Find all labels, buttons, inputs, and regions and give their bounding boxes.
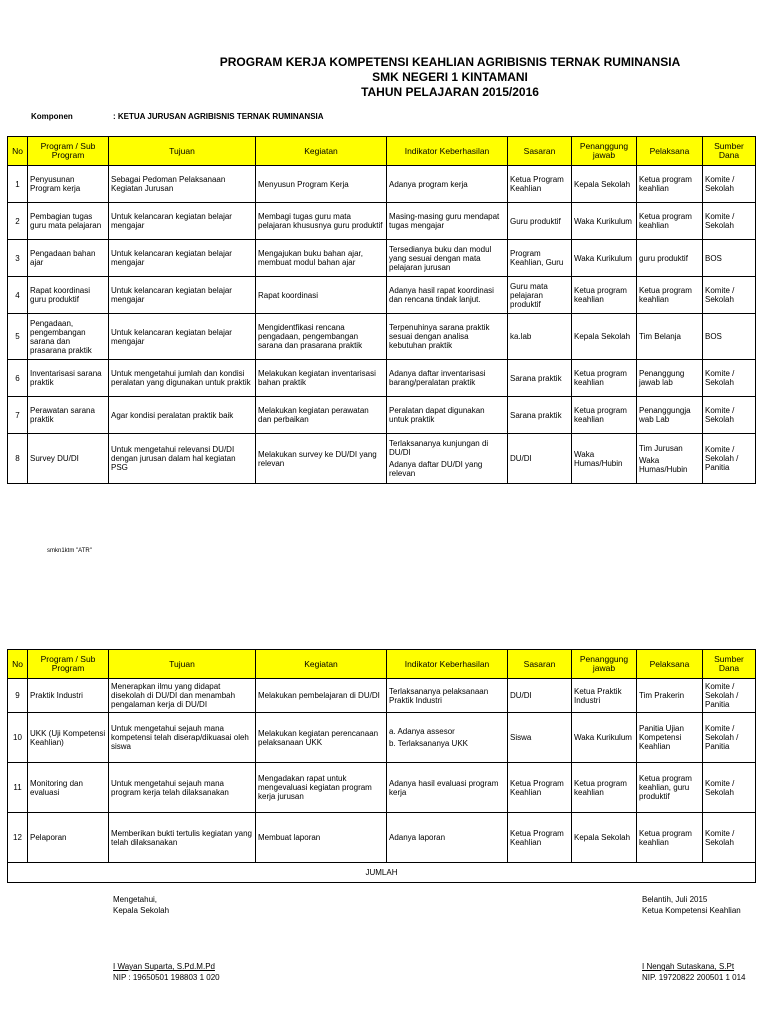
cell-indikator: Masing-masing guru mendapat tugas mengajar bbox=[387, 203, 508, 240]
cell-kegiatan: Mengidentfikasi rencana pengadaan, pengembangan sarana dan prasarana praktik bbox=[256, 314, 387, 360]
signature-right-name: I Nengah Sutaskana, S.Pt bbox=[642, 962, 735, 971]
column-header: Program / Sub Program bbox=[28, 650, 109, 679]
cell-indikator: Terlaksananya pelaksanaan Praktik Industri bbox=[387, 679, 508, 713]
cell-pelaksana: Penanggung jawab lab bbox=[637, 360, 703, 397]
column-header: Kegiatan bbox=[256, 137, 387, 166]
cell-kegiatan: Mengajukan buku bahan ajar, membuat modul bahan ajar bbox=[256, 240, 387, 277]
table-row bbox=[8, 434, 756, 484]
cell-indikator: Adanya program kerja bbox=[387, 166, 508, 203]
column-header: Penanggung jawab bbox=[572, 137, 637, 166]
doc-title-line-1: PROGRAM KERJA KOMPETENSI KEAHLIAN AGRIBISNIS TERNAK RUMINANSIA bbox=[219, 55, 681, 69]
cell-sumber-dana: BOS bbox=[703, 240, 756, 277]
cell-program: Monitoring dan evaluasi bbox=[28, 763, 109, 813]
column-header: Sasaran bbox=[508, 650, 572, 679]
cell-pelaksana: Ketua program keahlian bbox=[637, 277, 703, 314]
cell-penanggung-jawab: Kepala Sekolah bbox=[572, 314, 637, 360]
cell-pelaksana: Ketua program keahlian bbox=[637, 813, 703, 863]
cell-pelaksana-line: Tim Jurusan bbox=[639, 443, 683, 453]
column-header: Pelaksana bbox=[637, 137, 703, 166]
cell-tujuan: Untuk mengetahui sejauh mana kompetensi telah diserap/dikuasai oleh siswa bbox=[109, 713, 256, 763]
cell-no: 3 bbox=[8, 240, 28, 277]
signature-left-greeting: Mengetahui, bbox=[113, 895, 158, 904]
cell-sasaran: Program Keahlian, Guru bbox=[508, 240, 572, 277]
signature-right-role: Ketua Kompetensi Keahlian bbox=[642, 906, 741, 915]
cell-pelaksana: guru produktif bbox=[637, 240, 703, 277]
table-header-row bbox=[8, 650, 756, 679]
cell-pelaksana: Ketua program keahlian, guru produktif bbox=[637, 763, 703, 813]
cell-program: Perawatan sarana praktik bbox=[28, 397, 109, 434]
cell-pelaksana: Panitia Ujian Kompetensi Keahlian bbox=[637, 713, 703, 763]
cell-kegiatan: Menyusun Program Kerja bbox=[256, 166, 387, 203]
cell-sumber-dana: Komite / Sekolah bbox=[703, 203, 756, 240]
column-header: Kegiatan bbox=[256, 650, 387, 679]
column-header: Indikator Keberhasilan bbox=[387, 650, 508, 679]
table-row bbox=[8, 314, 756, 360]
cell-tujuan: Agar kondisi peralatan praktik baik bbox=[109, 397, 256, 434]
komponen-label: Komponen bbox=[31, 112, 73, 121]
cell-program: Pembagian tugas guru mata pelajaran bbox=[28, 203, 109, 240]
cell-no: 9 bbox=[8, 679, 28, 713]
cell-indikator bbox=[387, 713, 508, 763]
cell-pelaksana: Penanggungja wab Lab bbox=[637, 397, 703, 434]
signature-left-name-block bbox=[113, 961, 220, 983]
cell-tujuan: Sebagai Pedoman Pelaksanaan Kegiatan Jurusan bbox=[109, 166, 256, 203]
cell-sumber-dana: Komite / Sekolah / Panitia bbox=[703, 434, 756, 484]
cell-kegiatan: Membuat laporan bbox=[256, 813, 387, 863]
cell-sasaran: Siswa bbox=[508, 713, 572, 763]
cell-sasaran: ka.lab bbox=[508, 314, 572, 360]
signature-right-place-date: Belantih, Juli 2015 bbox=[642, 895, 708, 904]
column-header: Sumber Dana bbox=[703, 137, 756, 166]
cell-penanggung-jawab: Kepala Sekolah bbox=[572, 166, 637, 203]
cell-sumber-dana: Komite / Sekolah bbox=[703, 397, 756, 434]
cell-penanggung-jawab: Ketua program keahlian bbox=[572, 277, 637, 314]
cell-no: 8 bbox=[8, 434, 28, 484]
cell-kegiatan: Mengadakan rapat untuk mengevaluasi kegiatan program kerja jurusan bbox=[256, 763, 387, 813]
cell-sumber-dana: Komite / Sekolah bbox=[703, 166, 756, 203]
cell-sasaran: Guru produktif bbox=[508, 203, 572, 240]
cell-sumber-dana: Komite / Sekolah bbox=[703, 360, 756, 397]
cell-penanggung-jawab: Waka Kurikulum bbox=[572, 713, 637, 763]
cell-penanggung-jawab: Kepala Sekolah bbox=[572, 813, 637, 863]
column-header: Pelaksana bbox=[637, 650, 703, 679]
table-header-row bbox=[8, 137, 756, 166]
cell-kegiatan: Melakukan survey ke DU/DI yang relevan bbox=[256, 434, 387, 484]
column-header: Tujuan bbox=[109, 650, 256, 679]
cell-sumber-dana: Komite / Sekolah bbox=[703, 277, 756, 314]
cell-kegiatan: Melakukan kegiatan inventarisasi bahan praktik bbox=[256, 360, 387, 397]
cell-no: 6 bbox=[8, 360, 28, 397]
cell-indikator-line: Adanya daftar DU/DI yang relevan bbox=[389, 460, 483, 478]
cell-pelaksana: Tim Belanja bbox=[637, 314, 703, 360]
cell-indikator: Adanya hasil evaluasi program kerja bbox=[387, 763, 508, 813]
komponen-value: : KETUA JURUSAN AGRIBISNIS TERNAK RUMINANSIA bbox=[113, 112, 324, 121]
column-header: No bbox=[8, 650, 28, 679]
column-header: Penanggung jawab bbox=[572, 650, 637, 679]
cell-indikator bbox=[387, 434, 508, 484]
cell-tujuan: Menerapkan ilmu yang didapat disekolah di DU/DI dan menambah pengalaman kerja di DU/DI bbox=[109, 679, 256, 713]
cell-pelaksana: Tim Prakerin bbox=[637, 679, 703, 713]
table-row bbox=[8, 277, 756, 314]
cell-sasaran: Guru mata pelajaran produktif bbox=[508, 277, 572, 314]
cell-sumber-dana: Komite / Sekolah / Panitia bbox=[703, 679, 756, 713]
cell-indikator: Adanya laporan bbox=[387, 813, 508, 863]
cell-pelaksana bbox=[637, 434, 703, 484]
signature-left-nip: NIP : 19650501 198803 1 020 bbox=[113, 973, 220, 982]
cell-tujuan: Untuk kelancaran kegiatan belajar mengajar bbox=[109, 203, 256, 240]
signature-left-role: Kepala Sekolah bbox=[113, 906, 170, 915]
cell-kegiatan: Melakukan kegiatan perawatan dan perbaikan bbox=[256, 397, 387, 434]
table-row bbox=[8, 166, 756, 203]
jumlah-label: JUMLAH bbox=[8, 863, 756, 883]
cell-tujuan: Untuk kelancaran kegiatan belajar mengajar bbox=[109, 240, 256, 277]
cell-sasaran: Sarana praktik bbox=[508, 397, 572, 434]
footnote: smkn1ktm "ATR" bbox=[47, 548, 92, 554]
table-row bbox=[8, 679, 756, 713]
cell-penanggung-jawab: Ketua Praktik Industri bbox=[572, 679, 637, 713]
cell-kegiatan: Melakukan kegiatan perencanaan pelaksanaan UKK bbox=[256, 713, 387, 763]
cell-penanggung-jawab: Ketua program keahlian bbox=[572, 397, 637, 434]
cell-no: 2 bbox=[8, 203, 28, 240]
cell-kegiatan: Membagi tugas guru mata pelajaran khususnya guru produktif bbox=[256, 203, 387, 240]
cell-no: 4 bbox=[8, 277, 28, 314]
cell-no: 12 bbox=[8, 813, 28, 863]
table-row bbox=[8, 713, 756, 763]
program-table-2 bbox=[7, 649, 756, 883]
cell-no: 1 bbox=[8, 166, 28, 203]
signature-right-name-block bbox=[642, 961, 746, 983]
cell-penanggung-jawab: Ketua program keahlian bbox=[572, 360, 637, 397]
cell-indikator: Tersedianya buku dan modul yang sesuai dengan mata pelajaran jurusan bbox=[387, 240, 508, 277]
cell-indikator-line: a. Adanya assesor bbox=[389, 727, 455, 736]
column-header: Tujuan bbox=[109, 137, 256, 166]
cell-program: Praktik Industri bbox=[28, 679, 109, 713]
cell-sasaran: Ketua Program Keahlian bbox=[508, 763, 572, 813]
cell-program: Survey DU/DI bbox=[28, 434, 109, 484]
column-header: Sasaran bbox=[508, 137, 572, 166]
cell-penanggung-jawab: Waka Kurikulum bbox=[572, 203, 637, 240]
cell-program: Pelaporan bbox=[28, 813, 109, 863]
cell-program: Penyusunan Program kerja bbox=[28, 166, 109, 203]
cell-indikator-line: Terlaksananya kunjungan di DU/DI bbox=[389, 439, 489, 457]
cell-program: UKK (Uji Kompetensi Keahlian) bbox=[28, 713, 109, 763]
cell-no: 11 bbox=[8, 763, 28, 813]
table-row bbox=[8, 360, 756, 397]
cell-indikator: Peralatan dapat digunakan untuk praktik bbox=[387, 397, 508, 434]
cell-pelaksana: Ketua program keahlian bbox=[637, 166, 703, 203]
cell-sasaran: Ketua Program Keahlian bbox=[508, 813, 572, 863]
cell-sumber-dana: BOS bbox=[703, 314, 756, 360]
table-row bbox=[8, 763, 756, 813]
column-header: Sumber Dana bbox=[703, 650, 756, 679]
cell-kegiatan: Rapat koordinasi bbox=[256, 277, 387, 314]
cell-sumber-dana: Komite / Sekolah bbox=[703, 763, 756, 813]
signature-left bbox=[113, 894, 169, 916]
cell-sasaran: Ketua Program Keahlian bbox=[508, 166, 572, 203]
cell-indikator: Terpenuhinya sarana praktik sesuai dengan analisa kebutuhan praktik bbox=[387, 314, 508, 360]
program-table-1 bbox=[7, 136, 756, 484]
cell-penanggung-jawab: Waka Humas/Hubin bbox=[572, 434, 637, 484]
signature-left-name: I Wayan Suparta, S.Pd.M.Pd bbox=[113, 962, 215, 971]
cell-indikator: Adanya hasil rapat koordinasi dan rencana tindak lanjut. bbox=[387, 277, 508, 314]
cell-tujuan: Untuk kelancaran kegiatan belajar mengajar bbox=[109, 277, 256, 314]
cell-program: Inventarisasi sarana praktik bbox=[28, 360, 109, 397]
cell-tujuan: Untuk kelancaran kegiatan belajar mengajar bbox=[109, 314, 256, 360]
cell-tujuan: Memberikan bukti tertulis kegiatan yang telah dilaksanakan bbox=[109, 813, 256, 863]
cell-penanggung-jawab: Ketua program keahlian bbox=[572, 763, 637, 813]
table-row bbox=[8, 397, 756, 434]
cell-penanggung-jawab: Waka Kurikulum bbox=[572, 240, 637, 277]
table-row bbox=[8, 240, 756, 277]
doc-title-line-3: TAHUN PELAJARAN 2015/2016 bbox=[361, 85, 539, 99]
column-header: Program / Sub Program bbox=[28, 137, 109, 166]
cell-sasaran: DU/DI bbox=[508, 679, 572, 713]
cell-program: Pengadaan bahan ajar bbox=[28, 240, 109, 277]
cell-pelaksana-line: Waka Humas/Hubin bbox=[639, 455, 688, 474]
cell-program: Rapat koordinasi guru produktif bbox=[28, 277, 109, 314]
cell-sasaran: DU/DI bbox=[508, 434, 572, 484]
signature-right bbox=[642, 894, 741, 916]
signature-right-nip: NIP. 19720822 200501 1 014 bbox=[642, 973, 746, 982]
cell-tujuan: Untuk mengetahui sejauh mana program kerja telah dilaksanakan bbox=[109, 763, 256, 813]
column-header: No bbox=[8, 137, 28, 166]
cell-sumber-dana: Komite / Sekolah / Panitia bbox=[703, 713, 756, 763]
cell-pelaksana: Ketua program keahlian bbox=[637, 203, 703, 240]
cell-sumber-dana: Komite / Sekolah bbox=[703, 813, 756, 863]
table-row bbox=[8, 813, 756, 863]
jumlah-row bbox=[8, 863, 756, 883]
cell-tujuan: Untuk mengetahui jumlah dan kondisi peralatan yang digunakan untuk praktik bbox=[109, 360, 256, 397]
cell-no: 7 bbox=[8, 397, 28, 434]
cell-program: Pengadaan, pengembangan sarana dan prasarana praktik bbox=[28, 314, 109, 360]
doc-title-line-2: SMK NEGERI 1 KINTAMANI bbox=[372, 70, 528, 84]
cell-sasaran: Sarana praktik bbox=[508, 360, 572, 397]
column-header: Indikator Keberhasilan bbox=[387, 137, 508, 166]
table-row bbox=[8, 203, 756, 240]
cell-indikator: Adanya daftar inventarisasi barang/peralatan praktik bbox=[387, 360, 508, 397]
cell-no: 10 bbox=[8, 713, 28, 763]
cell-indikator-line: b. Terlaksananya UKK bbox=[389, 739, 469, 748]
cell-tujuan: Untuk mengetahui relevansi DU/DI dengan jurusan dalam hal kegiatan PSG bbox=[109, 434, 256, 484]
cell-kegiatan: Melakukan pembelajaran di DU/DI bbox=[256, 679, 387, 713]
cell-no: 5 bbox=[8, 314, 28, 360]
